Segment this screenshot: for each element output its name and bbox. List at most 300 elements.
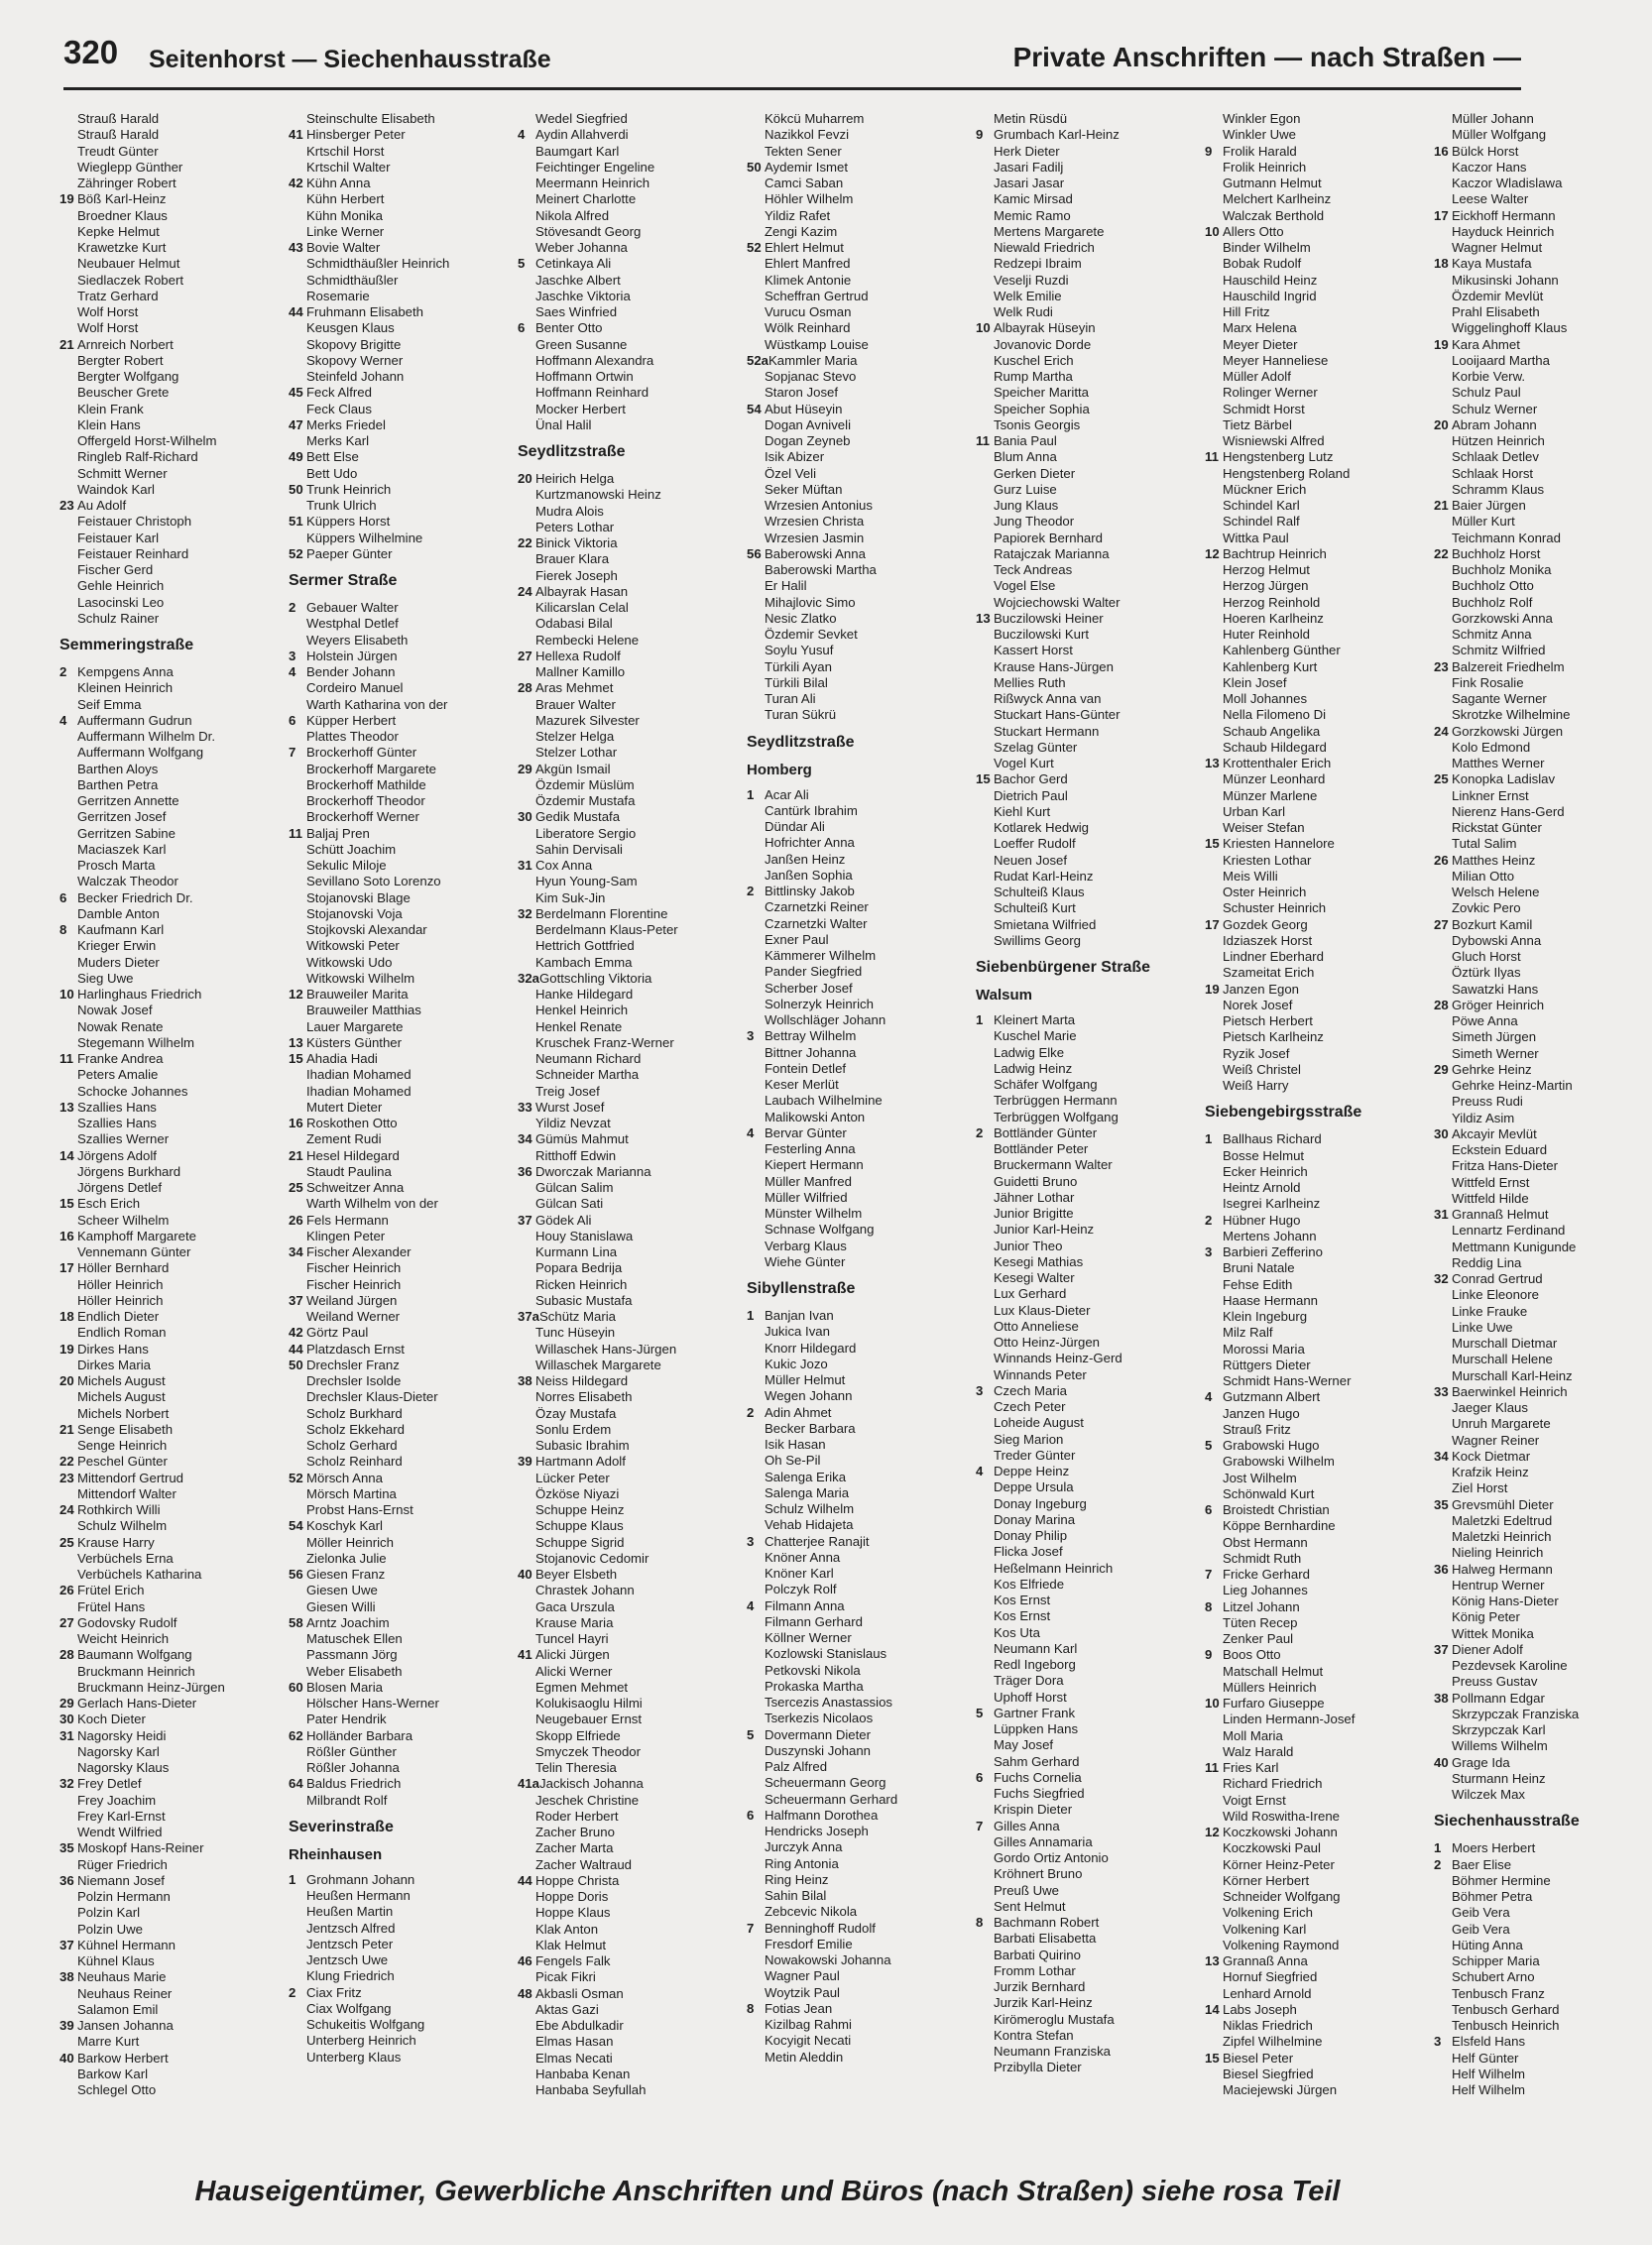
- resident-name: Obst Hermann: [1223, 1534, 1308, 1550]
- resident-entry: [59, 1438, 278, 1454]
- resident-name: Neuhaus Marie: [77, 1969, 167, 1985]
- resident-entry: [518, 1793, 736, 1809]
- resident-entry: [747, 1341, 965, 1357]
- resident-name: Berdelmann Florentine: [535, 905, 668, 921]
- resident-entry: [747, 369, 965, 385]
- resident-name: Mocker Herbert: [535, 401, 626, 416]
- resident-name: Grannaß Anna: [1223, 1953, 1308, 1968]
- resident-name: Weyers Elisabeth: [306, 632, 409, 648]
- resident-entry: [518, 777, 736, 793]
- resident-entry: [976, 1157, 1194, 1173]
- resident-name: Wollschläger Johann: [765, 1012, 886, 1027]
- resident-entry: [518, 289, 736, 304]
- resident-name: Klimek Antonie: [765, 272, 852, 288]
- house-number: 3: [289, 648, 296, 663]
- resident-name: Maciaszek Karl: [77, 841, 167, 857]
- resident-entry: [976, 402, 1194, 417]
- resident-entry: [747, 595, 965, 611]
- resident-entry: [289, 922, 507, 938]
- resident-name: Krause Harry: [77, 1534, 155, 1550]
- resident-name: Isik Hasan: [765, 1437, 826, 1452]
- resident-entry: [289, 531, 507, 546]
- resident-entry: [1205, 1776, 1423, 1792]
- resident-entry: [976, 1706, 1194, 1721]
- resident-name: Hoppe Doris: [535, 1889, 609, 1904]
- resident-name: Loheide August: [994, 1415, 1084, 1431]
- resident-name: Bett Else: [306, 449, 359, 465]
- resident-entry: [1205, 498, 1423, 514]
- resident-name: Offergeld Horst-Wilhelm: [77, 433, 217, 448]
- resident-name: Buchholz Rolf: [1452, 594, 1533, 610]
- resident-entry: [1434, 514, 1652, 530]
- resident-entry: [1434, 1840, 1652, 1856]
- resident-entry: [976, 836, 1194, 852]
- resident-name: Walz Harald: [1223, 1743, 1294, 1759]
- resident-entry: [518, 890, 736, 906]
- resident-entry: [1205, 1309, 1423, 1325]
- resident-entry: [289, 337, 507, 353]
- resident-entry: [1205, 1551, 1423, 1567]
- resident-name: Konopka Ladislav: [1452, 771, 1556, 787]
- resident-name: Bettray Wilhelm: [765, 1028, 857, 1044]
- resident-name: Damble Anton: [77, 905, 160, 921]
- house-number: 33: [518, 1099, 532, 1115]
- resident-name: Czech Peter: [994, 1399, 1066, 1414]
- resident-entry: [1205, 836, 1423, 852]
- house-number: 25: [289, 1180, 303, 1195]
- house-number: 52: [289, 1470, 303, 1485]
- resident-name: Hoppe Christa: [535, 1872, 620, 1888]
- resident-entry: [518, 1969, 736, 1985]
- resident-name: Frey Karl-Ernst: [77, 1808, 166, 1824]
- house-number: 25: [1434, 771, 1449, 787]
- house-number: 10: [1205, 1696, 1220, 1711]
- resident-entry: [1205, 546, 1423, 562]
- resident-entry: [518, 826, 736, 842]
- resident-name: Lux Gerhard: [994, 1286, 1067, 1302]
- house-number: 8: [1205, 1598, 1213, 1614]
- resident-entry: [1205, 1164, 1423, 1180]
- resident-name: Stuckart Hans-Günter: [994, 707, 1121, 723]
- resident-entry: [1205, 804, 1423, 820]
- resident-entry: [518, 1664, 736, 1680]
- resident-name: Fuchs Cornelia: [994, 1769, 1082, 1785]
- resident-name: Odabasi Bilal: [535, 616, 613, 632]
- resident-name: Mikusinski Johann: [1452, 272, 1559, 288]
- resident-entry: [976, 514, 1194, 530]
- resident-name: Baumann Wolfgang: [77, 1647, 192, 1663]
- resident-entry: [1434, 1336, 1652, 1352]
- resident-name: Jurzik Karl-Heinz: [994, 1995, 1093, 2011]
- resident-entry: [518, 535, 736, 551]
- resident-name: Kühn Herbert: [306, 191, 385, 207]
- resident-name: Gorzkowski Anna: [1452, 610, 1553, 626]
- house-number: 4: [747, 1597, 755, 1613]
- resident-entry: [518, 938, 736, 954]
- resident-name: Feistauer Christoph: [77, 514, 192, 530]
- resident-name: Keusgen Klaus: [306, 320, 395, 336]
- resident-entry: [59, 1953, 278, 1969]
- resident-entry: [1205, 1260, 1423, 1276]
- resident-name: Ecker Heinrich: [1223, 1163, 1308, 1179]
- resident-entry: [59, 1260, 278, 1276]
- resident-name: Balzereit Friedhelm: [1452, 658, 1565, 674]
- resident-name: Kassert Horst: [994, 643, 1073, 658]
- resident-name: Tunc Hüseyin: [535, 1325, 616, 1341]
- resident-entry: [1205, 273, 1423, 289]
- resident-entry: [1205, 224, 1423, 240]
- resident-name: Bachmann Robert: [994, 1915, 1100, 1930]
- resident-entry: [976, 1141, 1194, 1157]
- resident-entry: [1205, 756, 1423, 771]
- resident-entry: [1434, 675, 1652, 691]
- house-number: 54: [747, 401, 762, 416]
- resident-entry: [976, 578, 1194, 594]
- resident-entry: [1434, 1013, 1652, 1029]
- resident-entry: [59, 127, 278, 143]
- resident-entry: [289, 955, 507, 971]
- resident-name: Prokaska Martha: [765, 1678, 864, 1694]
- house-number: 56: [747, 545, 762, 561]
- resident-name: Jörgens Adolf: [77, 1147, 157, 1163]
- resident-entry: [518, 1116, 736, 1131]
- resident-entry: [289, 1084, 507, 1100]
- resident-name: Schweitzer Anna: [306, 1180, 405, 1195]
- resident-name: Stojanovic Cedomir: [535, 1550, 649, 1566]
- resident-entry: [1434, 869, 1652, 885]
- resident-entry: [1434, 562, 1652, 578]
- house-number: 56: [289, 1567, 303, 1582]
- resident-entry: [518, 1260, 736, 1276]
- resident-name: Willems Wilhelm: [1452, 1738, 1548, 1754]
- resident-entry: [976, 449, 1194, 465]
- house-number: 19: [1205, 981, 1220, 997]
- resident-name: Kamic Mirsad: [994, 191, 1073, 207]
- resident-name: Szallies Hans: [77, 1116, 157, 1130]
- resident-name: Moskopf Hans-Reiner: [77, 1840, 204, 1856]
- resident-name: Bachor Gerd: [994, 771, 1068, 787]
- resident-name: Brauweiler Marita: [306, 987, 409, 1002]
- resident-entry: [1434, 2082, 1652, 2098]
- resident-name: Volkening Raymond: [1223, 1937, 1340, 1952]
- resident-entry: [976, 1528, 1194, 1544]
- resident-entry: [1434, 627, 1652, 643]
- house-number: 7: [976, 1818, 984, 1833]
- resident-entry: [1205, 853, 1423, 869]
- resident-name: Kesegi Walter: [994, 1270, 1075, 1285]
- resident-entry: [289, 1696, 507, 1712]
- resident-name: Jentzsch Uwe: [306, 1952, 389, 1967]
- resident-name: Weiser Stefan: [1223, 820, 1305, 835]
- resident-name: Klein Frank: [77, 401, 144, 416]
- resident-name: Winkler Uwe: [1223, 127, 1297, 143]
- resident-entry: [1434, 1986, 1652, 2002]
- resident-name: Barbati Quirino: [994, 1947, 1081, 1962]
- resident-name: Ihadian Mohamed: [306, 1083, 412, 1099]
- resident-name: Donay Ingeburg: [994, 1495, 1087, 1511]
- resident-entry: [1205, 595, 1423, 611]
- resident-name: Wüstkamp Louise: [765, 336, 869, 352]
- resident-entry: [518, 2067, 736, 2082]
- resident-entry: [1205, 385, 1423, 401]
- resident-entry: [976, 724, 1194, 740]
- resident-name: Schütz Maria: [539, 1309, 616, 1324]
- resident-entry: [289, 160, 507, 176]
- resident-entry: [747, 1808, 965, 1824]
- resident-entry: [1205, 869, 1423, 885]
- resident-entry: [1205, 740, 1423, 756]
- resident-entry: [518, 713, 736, 729]
- resident-entry: [59, 906, 278, 922]
- resident-name: Schneider Martha: [535, 1067, 640, 1083]
- resident-entry: [289, 369, 507, 385]
- district-heading: Rheinhausen: [289, 1845, 383, 1863]
- resident-name: Janzen Hugo: [1223, 1405, 1300, 1421]
- resident-entry: [1205, 1373, 1423, 1389]
- resident-name: Münzer Marlene: [1223, 787, 1318, 803]
- resident-name: Scholz Gerhard: [306, 1438, 398, 1453]
- house-number: 38: [518, 1373, 532, 1388]
- street-heading: Seydlitzstraße: [518, 443, 626, 460]
- resident-name: Herzog Jürgen: [1223, 578, 1309, 594]
- resident-entry: [59, 466, 278, 482]
- resident-name: Witkowski Wilhelm: [306, 970, 415, 986]
- resident-entry: [747, 1695, 965, 1711]
- resident-name: Preuss Gustav: [1452, 1674, 1538, 1690]
- resident-name: Gehrke Heinz: [1452, 1061, 1532, 1077]
- house-number: 3: [1434, 2034, 1442, 2050]
- resident-name: Hesel Hildegard: [306, 1147, 400, 1163]
- resident-name: Kahlenberg Kurt: [1223, 658, 1318, 674]
- resident-name: Kuschel Marie: [994, 1028, 1077, 1044]
- resident-name: Gorzkowski Jürgen: [1452, 723, 1564, 739]
- resident-name: Hentrup Werner: [1452, 1577, 1545, 1593]
- resident-name: Dietrich Paul: [994, 787, 1068, 803]
- resident-entry: [1434, 756, 1652, 771]
- page-header: [63, 34, 1521, 81]
- resident-entry: [289, 1664, 507, 1680]
- resident-entry: [976, 531, 1194, 546]
- resident-name: Rothkirch Willi: [77, 1502, 161, 1517]
- resident-name: Skrzypczak Franziska: [1452, 1706, 1580, 1721]
- resident-entry: [1434, 191, 1652, 207]
- resident-entry: [976, 820, 1194, 836]
- resident-name: Buczilowski Heiner: [994, 610, 1104, 626]
- resident-entry: [59, 2034, 278, 2050]
- resident-name: Özdemir Müslüm: [535, 776, 635, 792]
- resident-name: Schmitz Wilfried: [1452, 643, 1546, 658]
- resident-name: Barthen Aloys: [77, 761, 159, 776]
- resident-entry: [1205, 659, 1423, 675]
- resident-entry: [976, 1657, 1194, 1673]
- house-number: 19: [59, 1341, 74, 1357]
- resident-entry: [1205, 1664, 1423, 1680]
- resident-entry: [59, 777, 278, 793]
- resident-entry: [289, 482, 507, 498]
- resident-name: Neumann Karl: [994, 1640, 1078, 1656]
- resident-name: Oh Se-Pil: [765, 1453, 821, 1469]
- resident-entry: [1205, 1535, 1423, 1551]
- resident-name: Seker Müftan: [765, 481, 843, 497]
- resident-name: Donay Philip: [994, 1528, 1068, 1543]
- resident-entry: [976, 353, 1194, 369]
- resident-entry: [1434, 949, 1652, 965]
- resident-entry: [1205, 2051, 1423, 2067]
- resident-name: Czarnetzki Reiner: [765, 899, 869, 915]
- resident-entry: [59, 144, 278, 160]
- house-number: 41a: [518, 1776, 540, 1792]
- resident-name: Benter Otto: [535, 320, 603, 336]
- resident-name: Milbrandt Rolf: [306, 1792, 388, 1808]
- resident-name: Ciax Wolfgang: [306, 2000, 392, 2016]
- house-number: 51: [289, 514, 303, 530]
- resident-name: Witkowski Peter: [306, 938, 400, 954]
- house-number: 2: [747, 1404, 755, 1420]
- resident-entry: [1434, 1674, 1652, 1690]
- resident-name: Broistedt Christian: [1223, 1502, 1330, 1517]
- resident-name: Neuen Josef: [994, 852, 1068, 868]
- resident-entry: [518, 1760, 736, 1776]
- resident-entry: [59, 1213, 278, 1229]
- resident-name: Sahm Gerhard: [994, 1753, 1080, 1769]
- house-number: 18: [59, 1309, 74, 1324]
- resident-name: Gerritzen Annette: [77, 793, 179, 808]
- house-number: 13: [1205, 756, 1220, 770]
- resident-entry: [518, 1776, 736, 1792]
- resident-entry: [1205, 304, 1423, 320]
- resident-name: Trunk Heinrich: [306, 481, 392, 497]
- resident-name: Arnreich Norbert: [77, 336, 174, 352]
- resident-entry: [976, 1770, 1194, 1786]
- resident-entry: [976, 853, 1194, 869]
- resident-name: Hoffmann Ortwin: [535, 369, 634, 384]
- resident-name: Gülcan Sati: [535, 1196, 604, 1212]
- resident-name: Cox Anna: [535, 858, 593, 873]
- house-number: 9: [976, 127, 984, 143]
- resident-entry: [59, 1712, 278, 1727]
- resident-entry: [59, 498, 278, 514]
- resident-entry: [747, 1582, 965, 1597]
- resident-entry: [59, 433, 278, 449]
- resident-name: Kiepert Hermann: [765, 1157, 864, 1173]
- resident-name: Buchholz Monika: [1452, 562, 1552, 577]
- resident-name: Baerwinkel Heinrich: [1452, 1383, 1568, 1399]
- resident-entry: [1205, 402, 1423, 417]
- resident-name: Salenga Erika: [765, 1469, 847, 1484]
- house-number: 32: [1434, 1271, 1449, 1286]
- resident-name: Schmidt Ruth: [1223, 1550, 1302, 1566]
- resident-entry: [1434, 1513, 1652, 1529]
- resident-name: Wilczek Max: [1452, 1787, 1525, 1802]
- resident-entry: [518, 353, 736, 369]
- resident-name: Wrzesien Antonius: [765, 498, 873, 513]
- resident-name: Metin Aleddin: [765, 2049, 844, 2065]
- resident-entry: [1205, 998, 1423, 1013]
- resident-name: Gutmann Helmut: [1223, 176, 1322, 190]
- resident-entry: [518, 1518, 736, 1534]
- resident-entry: [518, 1244, 736, 1260]
- resident-name: Steinfeld Johann: [306, 369, 405, 384]
- resident-entry: [59, 842, 278, 858]
- resident-entry: [289, 1535, 507, 1551]
- resident-name: Hengstenberg Lutz: [1223, 449, 1334, 465]
- house-number: 30: [1434, 1125, 1449, 1141]
- resident-name: Junior Brigitte: [994, 1206, 1074, 1221]
- resident-entry: [59, 353, 278, 369]
- resident-entry: [1434, 659, 1652, 675]
- resident-entry: [1434, 1384, 1652, 1400]
- resident-name: Kühn Anna: [306, 176, 371, 190]
- resident-entry: [518, 1744, 736, 1760]
- resident-name: Bruni Natale: [1223, 1260, 1295, 1276]
- resident-name: Preuss Rudi: [1452, 1094, 1523, 1110]
- resident-name: Sieg Uwe: [77, 970, 134, 986]
- resident-entry: [1434, 933, 1652, 949]
- house-number: 7: [1205, 1567, 1213, 1582]
- resident-entry: [747, 449, 965, 465]
- resident-name: Vurucu Osman: [765, 304, 852, 319]
- resident-entry: [59, 1889, 278, 1905]
- house-number: 50: [289, 481, 303, 497]
- resident-name: Scheer Wilhelm: [77, 1212, 170, 1228]
- resident-entry: [59, 1696, 278, 1712]
- resident-entry: [518, 584, 736, 600]
- resident-entry: [1205, 1502, 1423, 1518]
- resident-name: Michels Norbert: [77, 1405, 170, 1421]
- resident-entry: [1205, 1599, 1423, 1615]
- resident-name: Hettrich Gottfried: [535, 938, 635, 954]
- resident-entry: [976, 1448, 1194, 1464]
- resident-entry: [59, 2067, 278, 2082]
- resident-name: Aras Mehmet: [535, 680, 614, 696]
- house-number: 1: [1434, 1840, 1442, 1856]
- resident-name: Roder Herbert: [535, 1808, 619, 1824]
- resident-entry: [59, 304, 278, 320]
- resident-entry: [976, 498, 1194, 514]
- resident-entry: [1205, 1680, 1423, 1696]
- resident-name: Hübner Hugo: [1223, 1212, 1301, 1228]
- house-number: 1: [289, 1871, 296, 1887]
- resident-entry: [1434, 417, 1652, 433]
- resident-entry: [59, 1664, 278, 1680]
- resident-name: Reddig Lina: [1452, 1254, 1522, 1270]
- resident-name: Chrastek Johann: [535, 1583, 635, 1598]
- resident-entry: [747, 304, 965, 320]
- resident-name: Kolo Edmond: [1452, 739, 1531, 755]
- resident-entry: [747, 1872, 965, 1888]
- resident-name: Knorr Hildegard: [765, 1340, 857, 1356]
- resident-entry: [518, 874, 736, 889]
- house-number: 8: [747, 2000, 755, 2016]
- resident-name: Salamon Emil: [77, 2001, 159, 2017]
- directory-column: [518, 111, 736, 2134]
- resident-entry: [289, 1035, 507, 1051]
- house-number: 29: [1434, 1061, 1449, 1077]
- resident-entry: [976, 691, 1194, 707]
- resident-entry: [747, 1239, 965, 1254]
- resident-name: Gottschling Viktoria: [539, 970, 652, 986]
- resident-name: Fierek Joseph: [535, 567, 618, 583]
- resident-entry: [518, 1035, 736, 1051]
- resident-name: Lux Klaus-Dieter: [994, 1302, 1091, 1318]
- resident-entry: [1434, 917, 1652, 933]
- resident-name: Fehse Edith: [1223, 1276, 1293, 1292]
- resident-entry: [1434, 1046, 1652, 1062]
- resident-entry: [289, 176, 507, 191]
- resident-name: Kaya Mustafa: [1452, 256, 1532, 272]
- resident-name: Kaczor Wladislawa: [1452, 176, 1563, 190]
- resident-entry: [1205, 1953, 1423, 1969]
